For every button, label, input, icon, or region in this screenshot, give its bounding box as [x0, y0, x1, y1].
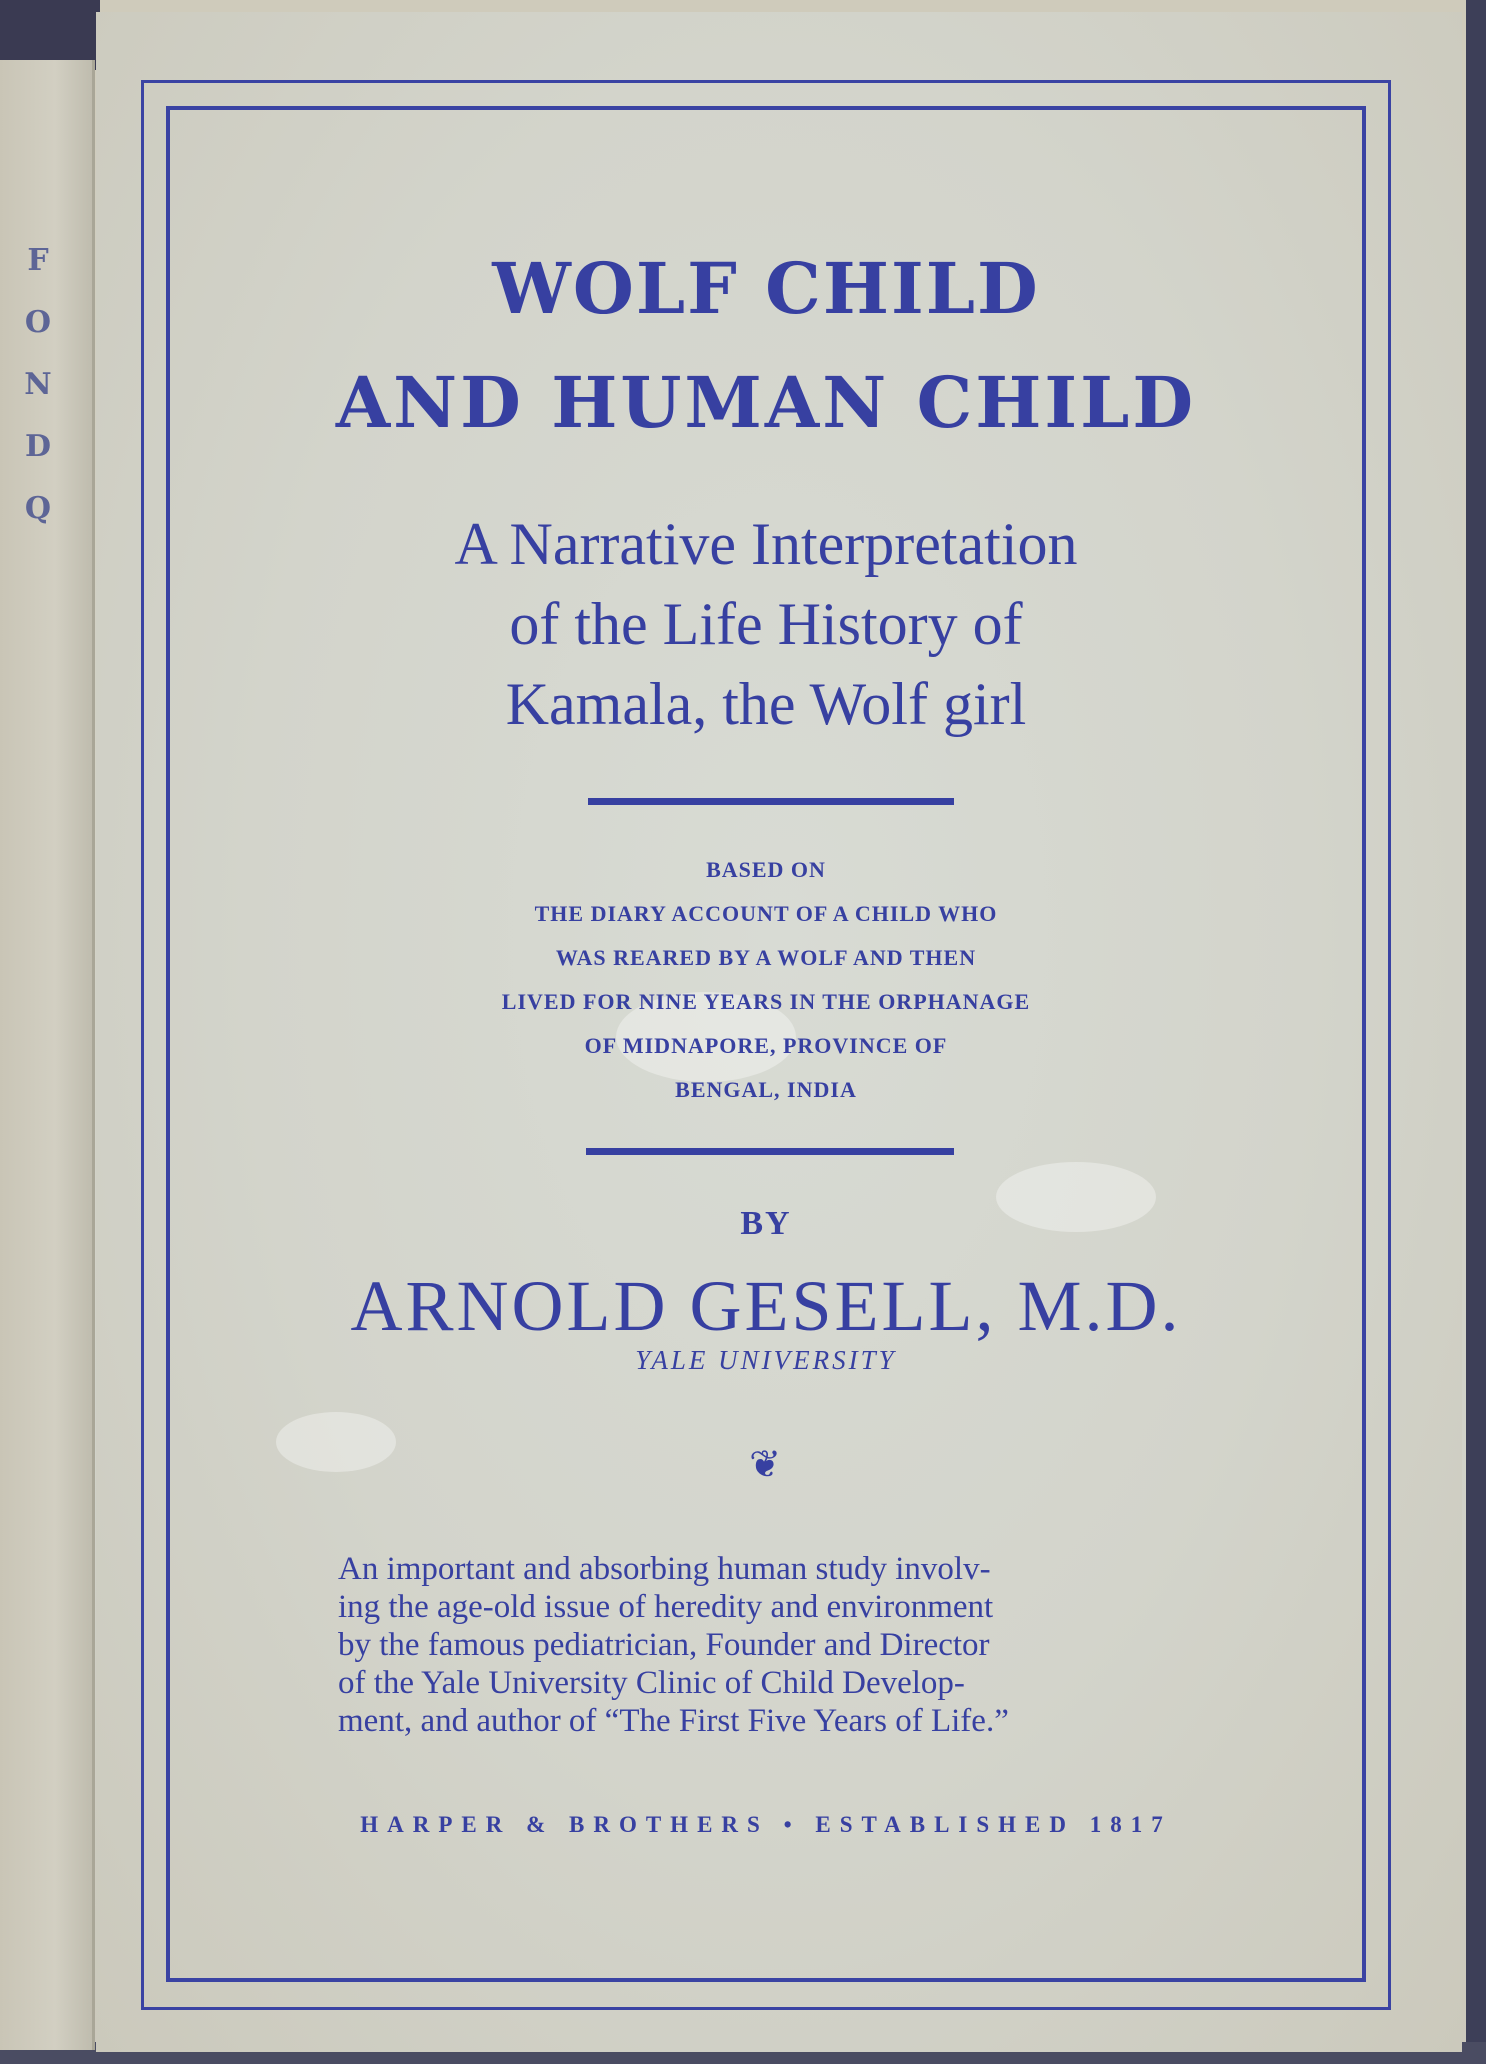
blurb: [338, 1550, 1198, 1740]
divider-rule: [588, 798, 954, 805]
subtitle-line: A Narrative Interpretation: [454, 511, 1078, 577]
author-affiliation: YALE UNIVERSITY: [635, 1345, 897, 1375]
book-title: [166, 232, 1366, 460]
based-on-line: BASED ON: [706, 857, 826, 882]
board-edge-right: [1466, 0, 1486, 2064]
by-line: BY: [740, 1205, 792, 1242]
fleuron-icon: ❦: [749, 1442, 781, 1486]
spine-letter: N: [24, 367, 52, 402]
blurb-line: ment, and author of “The First Five Years of Life.”: [338, 1703, 1009, 1739]
subtitle-line: of the Life History of: [509, 591, 1023, 657]
based-on-line: LIVED FOR NINE YEARS IN THE ORPHANAGE: [501, 989, 1031, 1014]
blurb-line: by the famous pediatrician, Founder and Director: [338, 1627, 990, 1663]
spine-letter: Q: [24, 491, 52, 526]
spine-title: [18, 230, 58, 540]
spine-letter: O: [24, 305, 52, 340]
spine-letter: D: [24, 429, 51, 464]
spine-letter: F: [27, 243, 49, 278]
title-line: WOLF CHILD: [492, 247, 1040, 330]
book-subtitle: [166, 504, 1366, 744]
publisher-imprint: HARPER & BROTHERS • ESTABLISHED 1817: [360, 1812, 1172, 1837]
spine: [0, 60, 95, 2050]
author-name: ARNOLD GESELL, M.D.: [350, 1266, 1182, 1346]
based-on-text: [166, 848, 1366, 1112]
based-on-line: WAS REARED BY A WOLF AND THEN: [555, 945, 977, 970]
divider-rule: [586, 1148, 954, 1155]
title-line: AND HUMAN CHILD: [335, 361, 1197, 444]
based-on-line: THE DIARY ACCOUNT OF A CHILD WHO: [534, 901, 998, 926]
blurb-line: of the Yale University Clinic of Child Develop-: [338, 1665, 965, 1701]
based-on-line: BENGAL, INDIA: [675, 1077, 857, 1102]
blurb-line: An important and absorbing human study involv-: [338, 1551, 991, 1587]
based-on-line: OF MIDNAPORE, PROVINCE OF: [584, 1033, 948, 1058]
blurb-line: ing the age-old issue of heredity and environment: [338, 1589, 994, 1625]
subtitle-line: Kamala, the Wolf girl: [505, 671, 1027, 737]
